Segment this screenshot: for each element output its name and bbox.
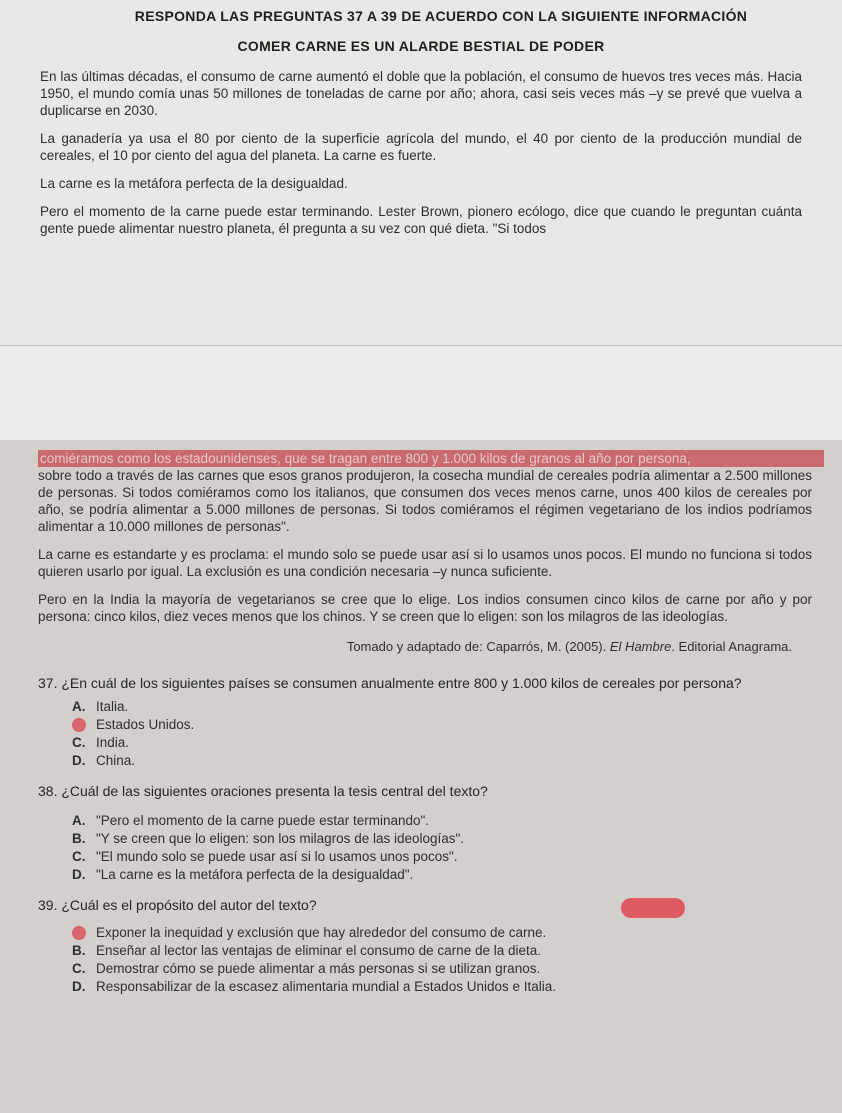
source-citation (38, 639, 792, 654)
selected-mark-icon (72, 926, 86, 940)
question-37-options (72, 698, 812, 770)
option-text: Demostrar cómo se puede alimentar a más personas si se utilizan granos. (96, 961, 541, 976)
option-text: "La carne es la metáfora perfecta de la desigualdad". (96, 867, 414, 882)
selected-mark-icon (72, 718, 86, 732)
option-39-c[interactable] (72, 960, 812, 978)
option-37-a[interactable] (72, 698, 812, 716)
option-letter: C. (72, 849, 86, 864)
option-text: Italia. (96, 699, 129, 714)
option-letter: D. (72, 867, 86, 882)
paragraph-4: Pero el momento de la carne puede estar terminando. Lester Brown, pionero ecólogo, dice que cuando le preguntan cuánta gente puede alimentar nuestro planeta, él pregunta a su vez con qué dieta. "Si todos (40, 204, 802, 236)
paragraph-7: Pero en la India la mayoría de vegetarianos se cree que lo elige. Los indios consumen cinco kilos de carne por año y por persona: cinco kilos, diez veces menos que los chinos. Y se creen que lo eligen: son los milagros de las ideologías. (38, 592, 812, 624)
paragraph-6: La carne es estandarte y es proclama: el mundo solo se puede usar así si lo usamos unos pocos. El mundo no funciona si todos quieren usarlo por igual. La exclusión es una condición necesaria –y nunca suficiente. (38, 547, 812, 579)
option-38-d[interactable] (72, 866, 812, 884)
question-38: 38. ¿Cuál de las siguientes oraciones presenta la tesis central del texto? (38, 783, 488, 799)
source-suffix: . Editorial Anagrama. (671, 639, 792, 654)
option-38-a[interactable] (72, 812, 812, 830)
option-text: Responsabilizar de la escasez alimentaria mundial a Estados Unidos e Italia. (96, 979, 556, 994)
source-title: El Hambre (609, 639, 672, 654)
option-letter: B. (72, 831, 86, 846)
option-38-c[interactable] (72, 848, 812, 866)
paragraph-2: La ganadería ya usa el 80 por ciento de la superficie agrícola del mundo, el 40 por ciento de la producción mundial de cereales, el 10 por ciento del agua del planeta. La carne es fuerte. (40, 131, 802, 163)
paragraph-3: La carne es la metáfora perfecta de la desigualdad. (40, 176, 348, 191)
option-letter: C. (72, 961, 86, 976)
option-37-b[interactable] (72, 716, 812, 734)
option-text: Enseñar al lector las ventajas de eliminar el consumo de carne de la dieta. (96, 943, 541, 958)
question-38-options (72, 812, 812, 884)
option-letter: D. (72, 753, 86, 768)
option-38-b[interactable] (72, 830, 812, 848)
paragraph-5 (38, 450, 812, 535)
option-text: Exponer la inequidad y exclusión que hay alrededor del consumo de carne. (96, 925, 547, 940)
option-text: China. (96, 753, 136, 768)
option-letter: A. (72, 699, 86, 714)
question-37: 37. ¿En cuál de los siguientes países se consumen anualmente entre 800 y 1.000 kilos de cereales por persona? (38, 675, 742, 691)
instructions-heading: RESPONDA LAS PREGUNTAS 37 A 39 DE ACUERDO CON LA SIGUIENTE INFORMACIÓN (134, 8, 748, 24)
option-letter: A. (72, 813, 86, 828)
paragraph-5-rest: sobre todo a través de las carnes que esos granos produjeron, la cosecha mundial de cereales podría alimentar a 2.500 millones de personas. Si todos comiéramos como los italianos, que consumen dos veces menos carne, unos 400 kilos de cereales por año, se podría alimentar a 5.000 millones de personas. Si todos comiéramos el régimen vegetariano de los indios podríamos alimentar a 10.000 millones de personas". (38, 468, 812, 534)
option-letter: D. (72, 979, 86, 994)
option-letter: C. (72, 735, 86, 750)
option-text: Estados Unidos. (96, 717, 195, 732)
option-text: "Y se creen que lo eligen: son los milagros de las ideologías". (96, 831, 465, 846)
option-text: "Pero el momento de la carne puede estar terminando". (96, 813, 430, 828)
option-text: India. (96, 735, 130, 750)
red-marker-mark (621, 898, 685, 918)
option-37-d[interactable] (72, 752, 812, 770)
paragraph-1: En las últimas décadas, el consumo de carne aumentó el doble que la población, el consumo de huevos tres veces más. Hacia 1950, el mundo comía unas 50 millones de toneladas de carne por año; ahora, casi seis veces más –y se prevé que vuelva a duplicarse en 2030. (40, 69, 802, 118)
option-39-a[interactable] (72, 924, 812, 942)
option-37-c[interactable] (72, 734, 812, 752)
highlighted-line: comiéramos como los estadounidenses, que se tragan entre 800 y 1.000 kilos de granos al año por persona, (38, 450, 824, 467)
source-prefix: Tomado y adaptado de: Caparrós, M. (2005). (346, 639, 607, 654)
page-gap (0, 345, 842, 440)
question-39: 39. ¿Cuál es el propósito del autor del texto? (38, 897, 317, 913)
article-title: COMER CARNE ES UN ALARDE BESTIAL DE PODER (237, 38, 605, 54)
upper-page (0, 0, 842, 345)
option-letter: B. (72, 943, 86, 958)
option-39-b[interactable] (72, 942, 812, 960)
question-39-options (72, 924, 812, 996)
lower-page (0, 440, 842, 1113)
option-text: "El mundo solo se puede usar así si lo usamos unos pocos". (96, 849, 458, 864)
option-39-d[interactable] (72, 978, 812, 996)
